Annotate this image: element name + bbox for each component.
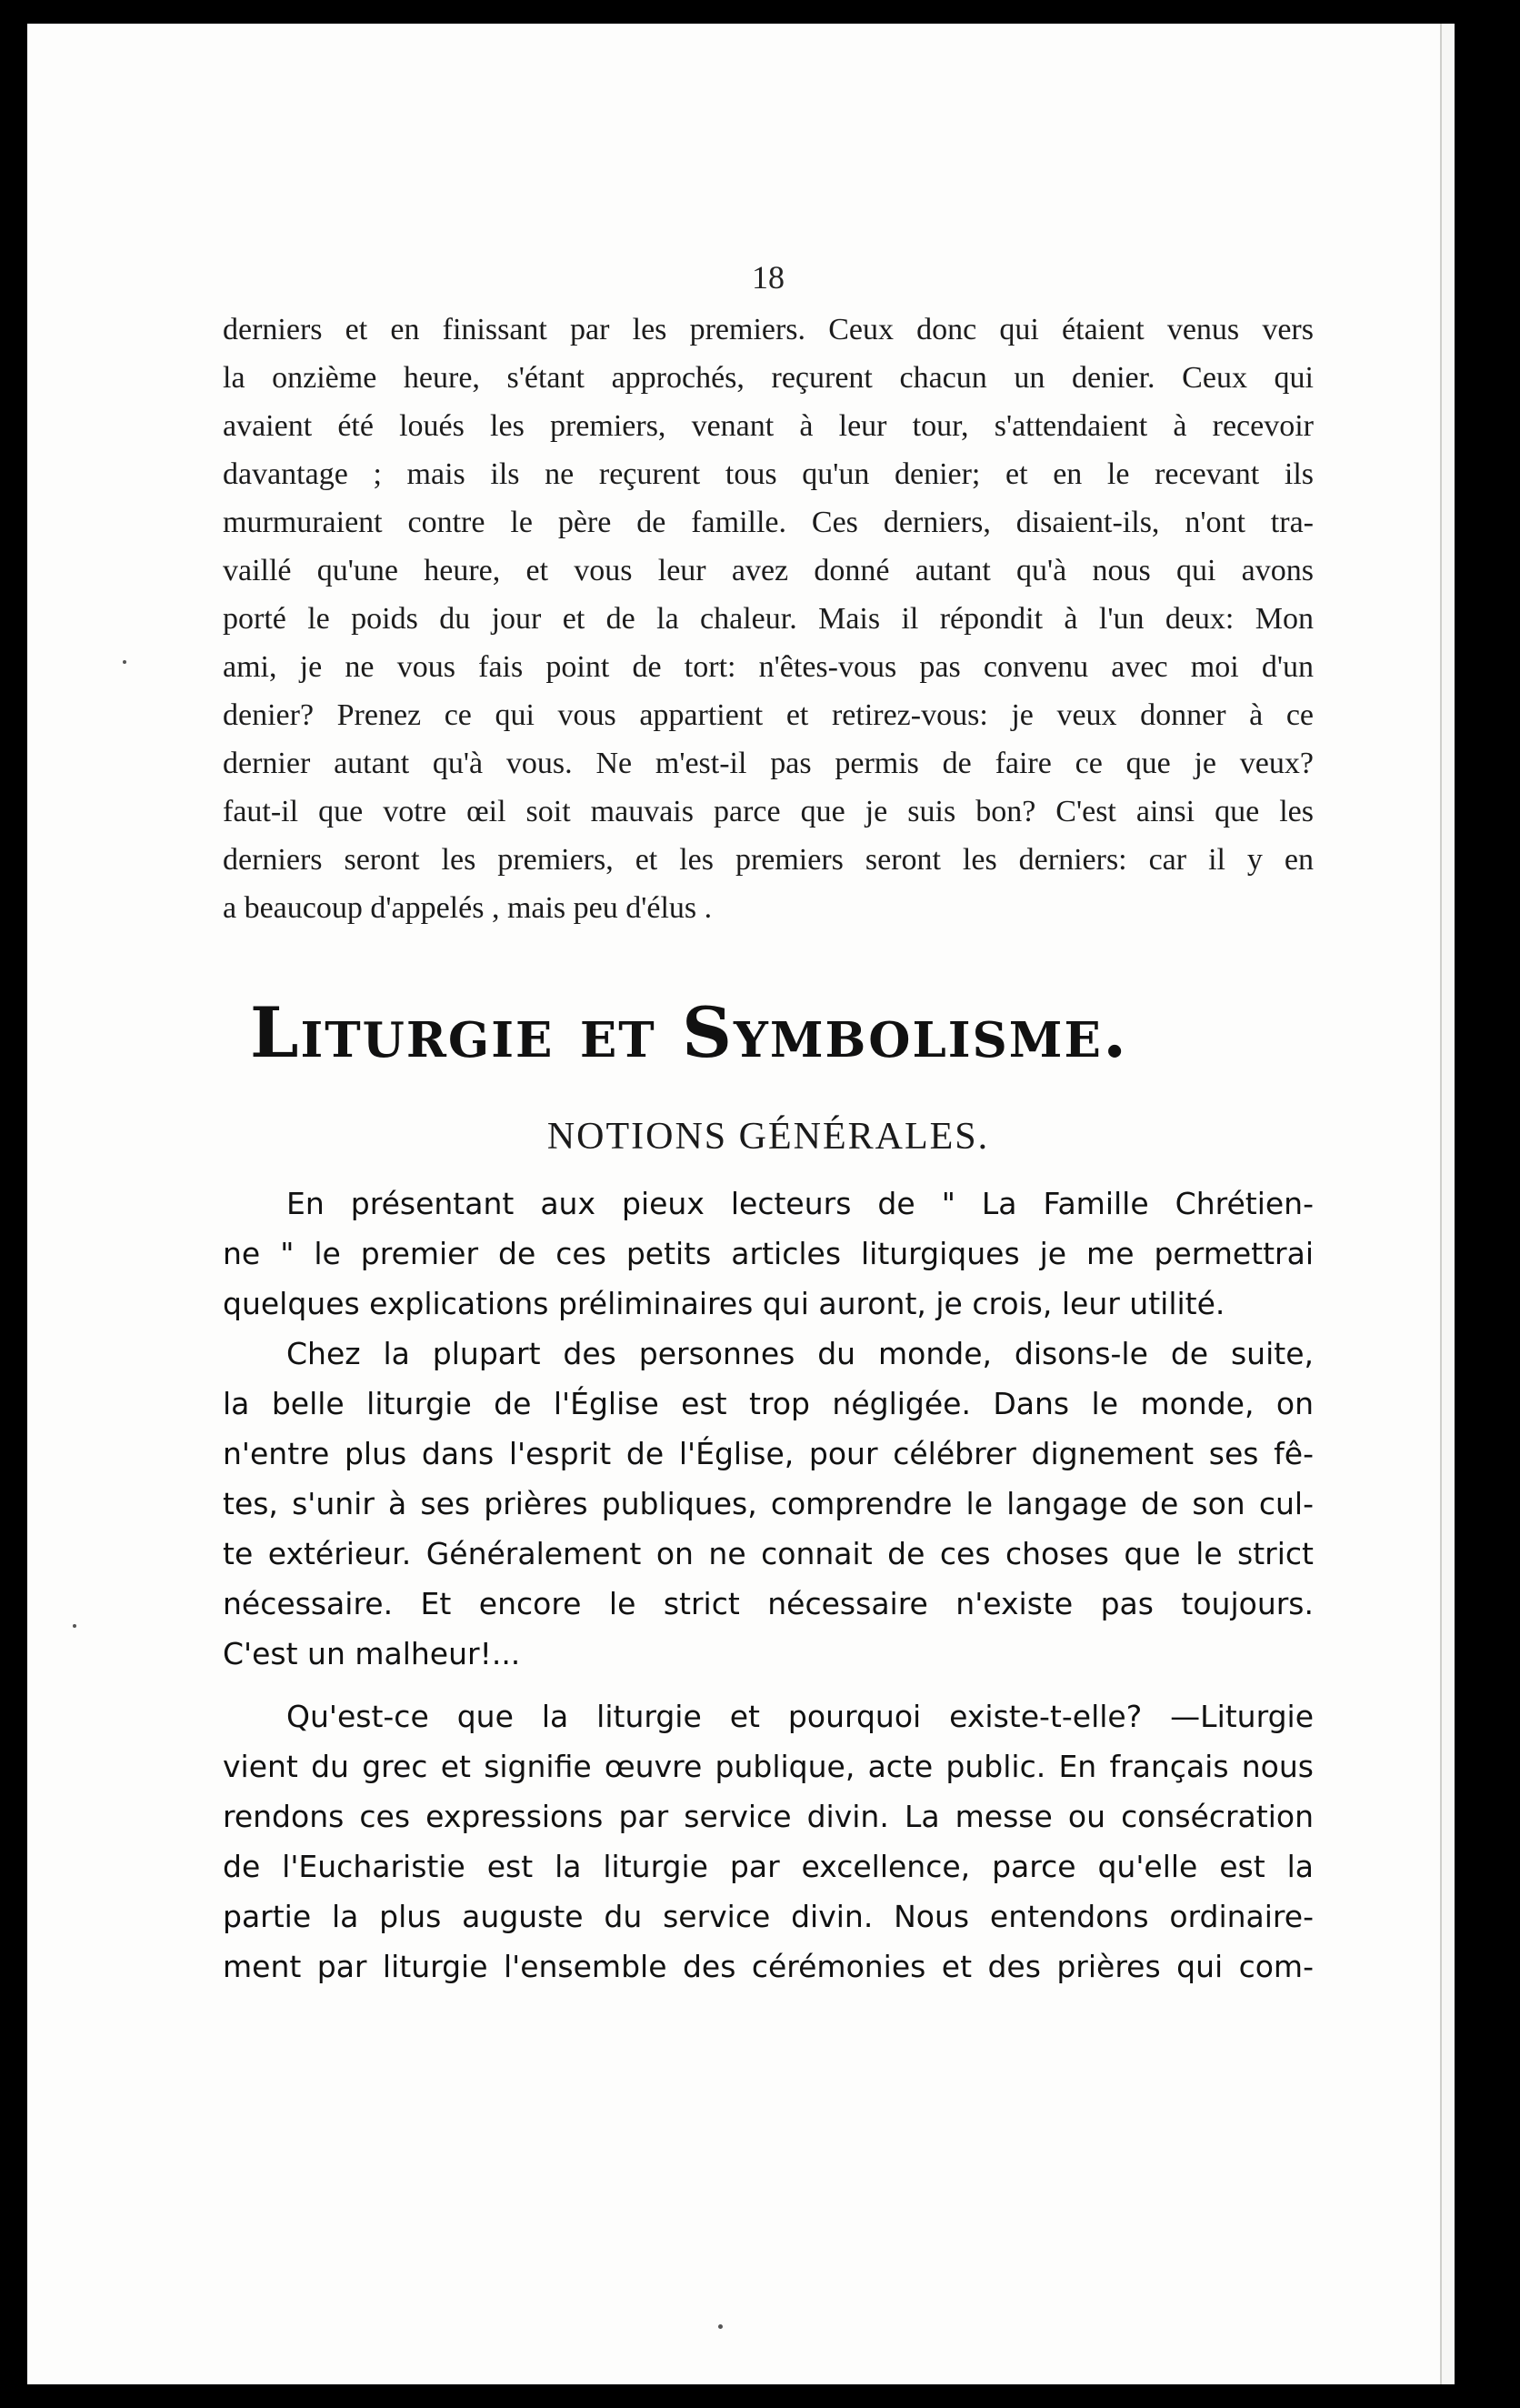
text-line: ment par liturgie l'ensemble des cérémonies et des prières qui com- xyxy=(223,1949,1314,1984)
text-line: denier? Prenez ce qui vous appartient et retirez-vous: je veux donner à ce xyxy=(223,698,1314,732)
text-line: faut-il que votre œil soit mauvais parce que je suis bon? C'est ainsi que les xyxy=(223,795,1314,828)
text-line: la belle liturgie de l'Église est trop négligée. Dans le monde, on xyxy=(223,1386,1314,1421)
ink-speck xyxy=(73,1624,76,1628)
text-line: derniers et en finissant par les premiers. Ceux donc qui étaient venus vers xyxy=(223,313,1314,346)
continued-text-block xyxy=(223,306,1314,932)
text-line: partie la plus auguste du service divin. Nous entendons ordinaire- xyxy=(223,1899,1314,1934)
text-line: ne " le premier de ces petits articles liturgiques je me permettrai xyxy=(223,1236,1314,1271)
page-content xyxy=(223,24,1314,2384)
page-number: 18 xyxy=(752,259,785,296)
text-line: davantage ; mais ils ne reçurent tous qu'un denier; et en le recevant ils xyxy=(223,457,1314,491)
text-line: En présentant aux pieux lecteurs de " La Famille Chrétien- xyxy=(286,1186,1314,1221)
text-line: a beaucoup d'appelés , mais peu d'élus . xyxy=(223,891,713,925)
text-line: la onzième heure, s'étant approchés, reçurent chacun un denier. Ceux qui xyxy=(223,361,1314,395)
scanned-page xyxy=(27,24,1455,2384)
article-body xyxy=(223,1179,1314,1992)
section-title: Liturgie et Symbolisme. xyxy=(250,992,1129,1073)
text-line: ami, je ne vous fais point de tort: n'êtes-vous pas convenu avec moi d'un xyxy=(223,650,1314,684)
text-line: derniers seront les premiers, et les premiers seront les derniers: car il y en xyxy=(223,843,1314,877)
text-line: n'entre plus dans l'esprit de l'Église, pour célébrer dignement ses fê- xyxy=(223,1436,1314,1471)
text-line: quelques explications préliminaires qui auront, je crois, leur utilité. xyxy=(223,1286,1225,1321)
section-subtitle: NOTIONS GÉNÉRALES. xyxy=(546,1116,990,1158)
text-line: porté le poids du jour et de la chaleur. Mais il répondit à l'un deux: Mon xyxy=(223,602,1314,636)
paragraph-gap xyxy=(223,1679,1314,1691)
text-line: rendons ces expressions par service divin. La messe ou consécration xyxy=(223,1799,1314,1834)
ink-speck xyxy=(123,660,126,664)
text-line: nécessaire. Et encore le strict nécessaire n'existe pas toujours. xyxy=(223,1586,1314,1621)
text-line: Chez la plupart des personnes du monde, disons-le de suite, xyxy=(286,1336,1314,1371)
text-line: vient du grec et signifie œuvre publique, acte public. En français nous xyxy=(223,1749,1314,1784)
page-edge xyxy=(1440,24,1455,2384)
text-line: de l'Eucharistie est la liturgie par excellence, parce qu'elle est la xyxy=(223,1849,1314,1884)
text-line: te extérieur. Généralement on ne connait de ces choses que le strict xyxy=(223,1536,1314,1571)
text-line: vaillé qu'une heure, et vous leur avez donné autant qu'à nous qui avons xyxy=(223,554,1314,587)
text-line: dernier autant qu'à vous. Ne m'est-il pas permis de faire ce que je veux? xyxy=(223,747,1314,780)
ink-speck xyxy=(718,2324,723,2329)
text-line: C'est un malheur!... xyxy=(223,1636,521,1671)
text-line: tes, s'unir à ses prières publiques, comprendre le langage de son cul- xyxy=(223,1486,1314,1521)
text-line: murmuraient contre le père de famille. Ces derniers, disaient-ils, n'ont tra- xyxy=(223,506,1314,539)
text-line: avaient été loués les premiers, venant à leur tour, s'attendaient à recevoir xyxy=(223,409,1314,443)
text-line: Qu'est-ce que la liturgie et pourquoi existe-t-elle? —Liturgie xyxy=(286,1699,1314,1734)
